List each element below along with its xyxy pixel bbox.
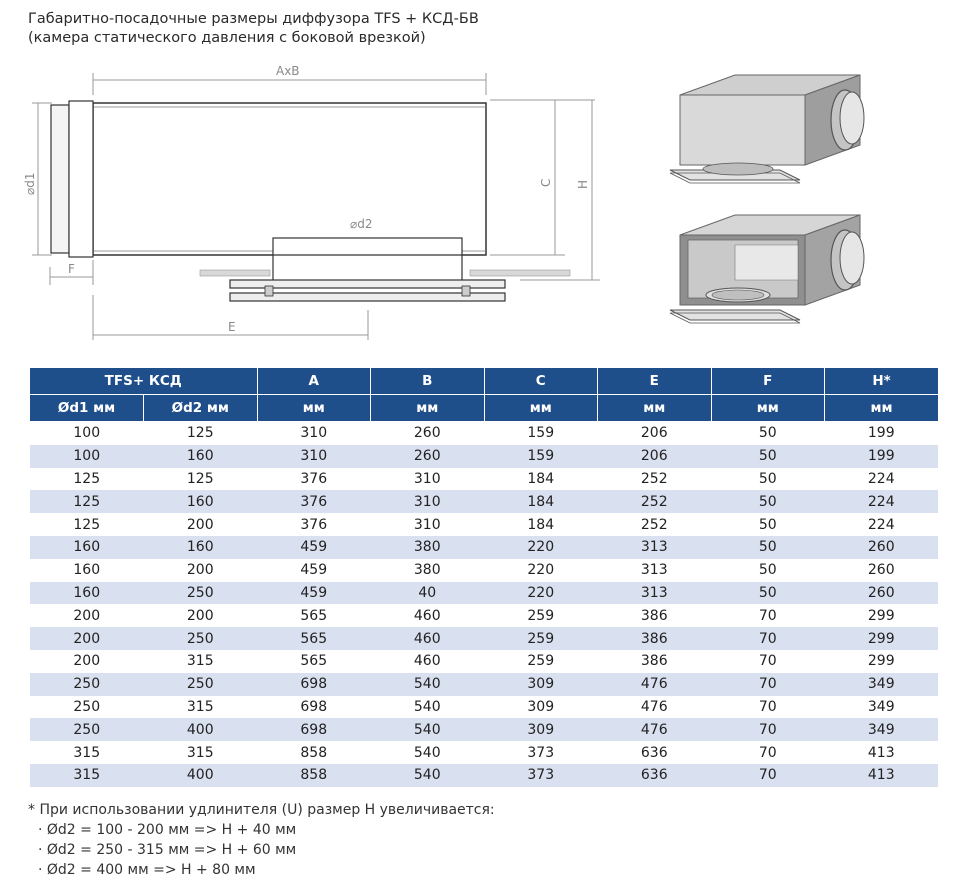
table-cell: 315 [186,744,214,761]
table-cell: 224 [825,490,939,513]
table-cell: 459 [257,582,371,605]
table-cell: 299 [825,627,939,650]
dimension-drawing [20,55,620,345]
table-cell: 252 [598,490,712,513]
table-cell: 50 [758,425,777,442]
table-cell: 250 [144,582,258,605]
table-cell: 400 [144,764,258,787]
table-header-row-2 [30,395,938,422]
table-cell: 70 [711,627,825,650]
table-cell: 315 [186,698,214,715]
table-cell: 200 [73,607,101,624]
table-cell: 315 [186,653,214,670]
table-cell: 259 [484,627,598,650]
table-cell: 698 [257,718,371,741]
table-row [30,490,938,513]
table-cell: 160 [144,536,258,559]
table-cell: 220 [484,536,598,559]
table-row [30,468,938,491]
table-cell: 460 [413,607,441,624]
table-cell: 70 [711,718,825,741]
label-e: E [228,320,236,334]
table-cell: 125 [73,470,101,487]
table-cell: 250 [144,673,258,696]
table-cell: 50 [758,562,777,579]
table-cell: 50 [711,536,825,559]
table-cell: 260 [867,562,895,579]
table-cell: 160 [144,445,258,468]
table-cell: 476 [640,698,668,715]
title-line-2: (камера статического давления с боковой врезкой) [28,30,426,46]
table-cell: 310 [413,470,441,487]
table-cell: 349 [825,718,939,741]
table-cell: 200 [186,607,214,624]
unit-c: мм [484,395,598,422]
box-body [93,103,486,255]
table-cell: 309 [484,718,598,741]
table-cell: 160 [73,562,101,579]
table-cell: 125 [186,425,214,442]
label-c: C [539,178,553,187]
table-row [30,650,938,673]
table-cell: 70 [711,673,825,696]
table-row [30,718,938,741]
table-cell: 50 [711,445,825,468]
table-cell: 540 [371,718,485,741]
label-d2: ⌀d2 [350,217,373,231]
table-cell: 309 [484,673,598,696]
table-cell: 460 [413,653,441,670]
table-cell: 386 [598,627,712,650]
table-row [30,696,938,719]
unit-b: мм [371,395,485,422]
table-cell: 70 [758,653,777,670]
table-cell: 184 [527,516,555,533]
table-cell: 460 [371,627,485,650]
header-h: H* [825,368,939,395]
unit-d2: Ød2 мм [144,395,258,422]
table-cell: 50 [711,490,825,513]
table-cell: 160 [30,582,144,605]
table-cell: 250 [73,698,101,715]
header-f: F [711,368,825,395]
table-cell: 100 [73,425,101,442]
table-cell: 160 [144,490,258,513]
table-cell: 250 [144,627,258,650]
table-cell: 160 [30,536,144,559]
table-cell: 858 [300,744,328,761]
table-cell: 206 [640,425,668,442]
table-cell: 199 [867,425,895,442]
table-cell: 386 [640,607,668,624]
table-cell: 310 [413,516,441,533]
label-h: H [576,179,590,189]
table-cell: 315 [73,744,101,761]
table-cell: 260 [371,445,485,468]
unit-d1: Ød1 мм [30,395,144,422]
table-cell: 349 [867,698,895,715]
label-axb: AxB [276,64,300,78]
table-cell: 698 [257,673,371,696]
table-cell: 50 [711,582,825,605]
header-e: E [598,368,712,395]
table-cell: 565 [300,653,328,670]
table-row [30,741,938,764]
footnotes [28,800,495,880]
table-cell: 70 [758,698,777,715]
table-cell: 259 [527,607,555,624]
table-cell: 540 [371,673,485,696]
isometric-view-cutaway [660,210,890,335]
table-cell: 299 [867,653,895,670]
table-cell: 476 [598,673,712,696]
table-cell: 413 [825,764,939,787]
table-cell: 260 [413,425,441,442]
table-cell: 224 [867,516,895,533]
table-cell: 200 [73,653,101,670]
table-cell: 376 [257,490,371,513]
table-row [30,604,938,627]
table-cell: 184 [484,490,598,513]
header-group-tfs-ksd: TFS+ КСД [30,368,257,395]
table-row [30,445,938,468]
unit-f: мм [711,395,825,422]
table-cell: 50 [758,516,777,533]
table-cell: 636 [640,744,668,761]
table-cell: 380 [413,562,441,579]
table-cell: 184 [527,470,555,487]
table-cell: 858 [257,764,371,787]
table-cell: 698 [300,698,328,715]
table-cell: 373 [484,764,598,787]
table-body [30,422,938,787]
table-cell: 565 [300,607,328,624]
table-cell: 200 [186,562,214,579]
table-cell: 206 [598,445,712,468]
footnote-item: · Ød2 = 250 - 315 мм => H + 60 мм [38,842,297,858]
table-cell: 376 [300,470,328,487]
table-cell: 260 [825,536,939,559]
table-cell: 50 [758,470,777,487]
side-spigot [51,105,69,253]
title-line-1: Габаритно-посадочные размеры диффузора TFS + КСД-БВ [28,11,479,27]
table-row [30,536,938,559]
table-cell: 313 [598,582,712,605]
header-a: A [257,368,371,395]
unit-h: мм [825,395,939,422]
table-cell: 250 [30,673,144,696]
table-cell: 540 [371,764,485,787]
table-cell: 459 [257,536,371,559]
unit-e: мм [598,395,712,422]
header-b: B [371,368,485,395]
table-row [30,627,938,650]
table-cell: 125 [186,470,214,487]
table-cell: 220 [484,582,598,605]
table-cell: 199 [825,445,939,468]
header-c: C [484,368,598,395]
table-cell: 125 [30,490,144,513]
table-cell: 309 [527,698,555,715]
table-cell: 400 [144,718,258,741]
table-cell: 310 [371,490,485,513]
unit-a: мм [257,395,371,422]
bottom-neck [273,238,462,282]
footnote-item: · Ød2 = 400 мм => H + 80 мм [38,862,256,878]
isometric-view-closed [660,70,890,200]
table-cell: 252 [640,470,668,487]
table-cell: 386 [640,653,668,670]
table-cell: 259 [527,653,555,670]
table-row [30,764,938,787]
table-cell: 636 [598,764,712,787]
table-cell: 299 [867,607,895,624]
label-f: F [68,262,75,276]
dimensions-table [30,368,938,787]
table-row [30,513,938,536]
table-cell: 200 [186,516,214,533]
table-row [30,582,938,605]
table-cell: 40 [371,582,485,605]
label-d1: ⌀d1 [23,172,37,195]
table-cell: 224 [867,470,895,487]
table-cell: 315 [30,764,144,787]
table-cell: 310 [257,445,371,468]
table-cell: 220 [527,562,555,579]
table-cell: 70 [758,607,777,624]
document-title [28,10,479,48]
table-cell: 413 [867,744,895,761]
footnote-main: * При использовании удлинителя (U) размер H увеличивается: [28,802,495,818]
table-cell: 459 [300,562,328,579]
table-cell: 125 [73,516,101,533]
footnote-item: · Ød2 = 100 - 200 мм => H + 40 мм [38,822,297,838]
table-cell: 540 [413,698,441,715]
table-header-row-1 [30,368,938,395]
table-cell: 376 [300,516,328,533]
table-cell: 313 [598,536,712,559]
table-row [30,559,938,582]
table-cell: 310 [300,425,328,442]
table-cell: 159 [484,445,598,468]
table-cell: 373 [527,744,555,761]
table-cell: 100 [30,445,144,468]
table-cell: 540 [413,744,441,761]
table-cell: 349 [825,673,939,696]
table-cell: 565 [257,627,371,650]
table-cell: 250 [30,718,144,741]
table-cell: 252 [640,516,668,533]
table-cell: 260 [825,582,939,605]
table-cell: 159 [527,425,555,442]
table-row [30,673,938,696]
table-cell: 70 [758,744,777,761]
table-cell: 313 [640,562,668,579]
table-cell: 380 [371,536,485,559]
table-cell: 476 [598,718,712,741]
table-row [30,422,938,445]
table-cell: 70 [711,764,825,787]
table-cell: 200 [30,627,144,650]
